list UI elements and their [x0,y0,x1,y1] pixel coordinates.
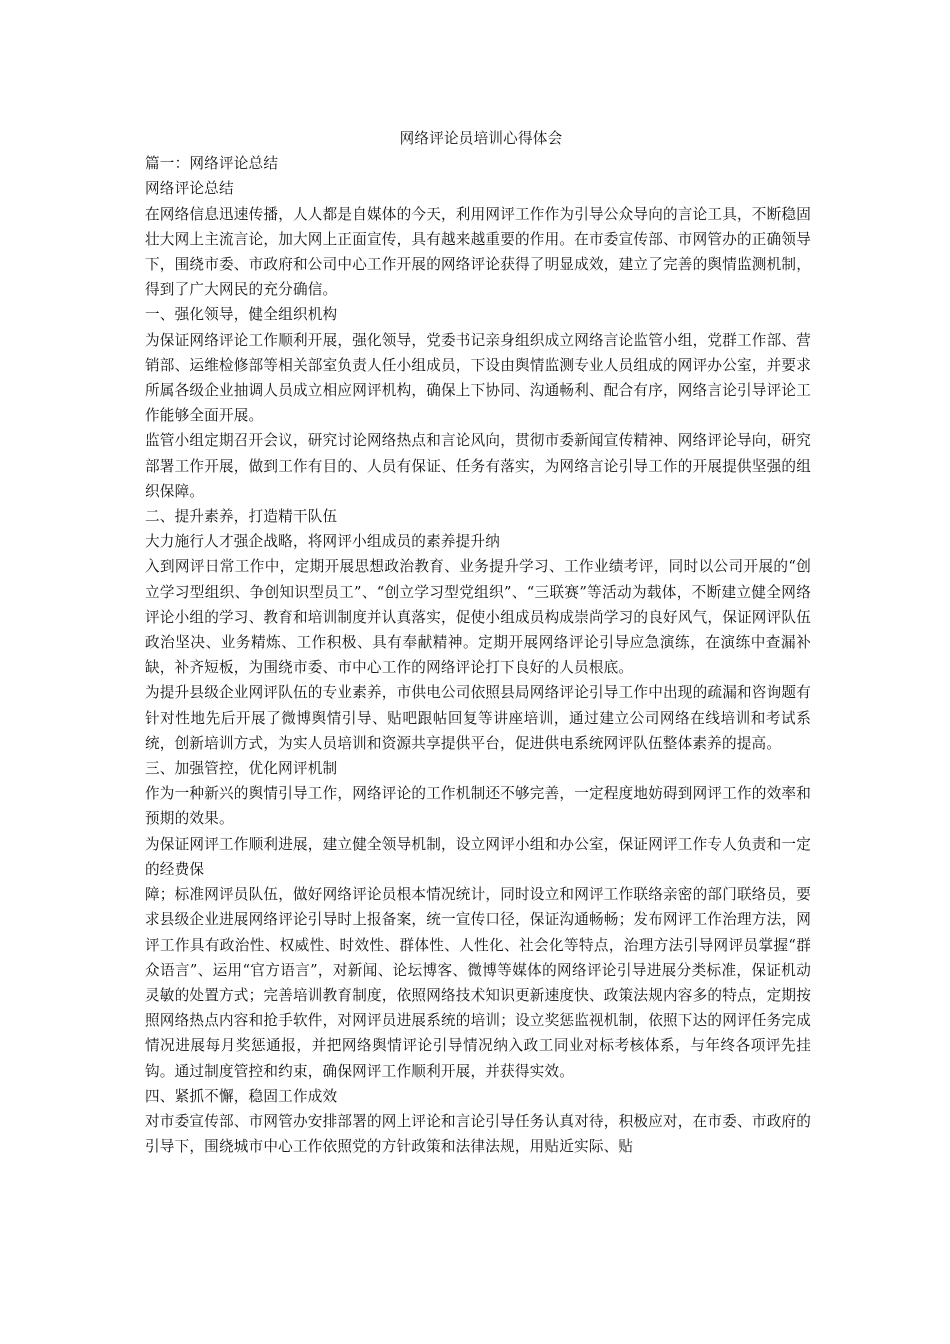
paragraph-talent-lead: 大力施行人才强企战略，将网评小组成员的素养提升纳 [145,533,501,551]
paragraph-results: 对市委宣传部、市网管办安排部署的网上评论和言论引导任务认真对待，积极应对，在市委、市政府的引导下，围绕城市中心工作依照党的方针政策和法律法规，用贴近实际、贴 [145,1112,811,1156]
paragraph-county-training: 为提升县级企业网评队伍的专业素养，市供电公司依照县局网络评论引导工作中出现的疏漏和咨询题有针对性地先后开展了微博舆情引导、贴吧跟帖回复等讲座培训，通过建立公司网络在线培训和考试系统，创新培训方式，为实人员培训和资源共享提供平台，促进供电系统网评队伍整体素养的提高。 [145,684,811,752]
paragraph-talent-body: 入到网评日常工作中，定期开展思想政治教育、业务提升学习、工作业绩考评，同时以公司开展的“创立学习型组织、争创知识型员工”、“创立学习型党组织”、“三联赛”等活动为载体，不断建立健全网络评论小组的学习、教育和培训制度并认真落实，促使小组成员构成崇尚学习的良好风气，保证网评队伍政治坚决、业务精炼、工作积极、具有奉献精神。定期开展网络评论引导应急演练，在演练中查漏补缺，补齐短板，为围绕市委、市中心工作的网络评论打下良好的人员根底。 [145,558,811,677]
document-body [145,126,811,1159]
section-heading-part-one: 篇一：网络评论总结 [145,155,279,173]
document-title: 网络评论员培训心得体会 [399,130,563,147]
paragraph-guarantee-lead: 为保证网评工作顺利进展，建立健全领导机制，设立网评小组和办公室，保证网评工作专人负责和一定的经费保 [145,835,811,878]
heading-1: 一、强化领导，健全组织机构 [145,306,338,324]
heading-2: 二、提升素养，打造精干队伍 [145,508,338,526]
heading-4: 四、紧抓不懈，稳固工作成效 [145,1087,338,1105]
paragraph-supervision: 监管小组定期召开会议，研究讨论网络热点和言论风向，贯彻市委新闻宣传精神、网络评论导向，研究部署工作开展，做到工作有目的、人员有保证、任务有落实，为网络言论引导工作的开展提供坚强的组织保障。 [145,432,811,500]
paragraph-leadership: 为保证网络评论工作顺利开展，强化领导，党委书记亲身组织成立网络言论监管小组，党群工作部、营销部、运维检修部等相关部室负责人任小组成员，下设由舆情监测专业人员组成的网评办公室，并要求所属各级企业抽调人员成立相应网评机构，确保上下协同、沟通畅利、配合有序，网络言论引导评论工作能够全面开展。 [145,331,811,425]
section-subheading: 网络评论总结 [145,180,234,198]
paragraph-intro: 在网络信息迅速传播，人人都是自媒体的今天，利用网评工作作为引导公众导向的言论工具，不断稳固壮大网上主流言论，加大网上正面宣传，具有越来越重要的作用。在市委宣传部、市网管办的正确领导下，围绕市委、市政府和公司中心工作开展的网络评论获得了明显成效，建立了完善的舆情监测机制，得到了广大网民的充分确信。 [145,205,811,299]
paragraph-mechanism-intro: 作为一种新兴的舆情引导工作，网络评论的工作机制还不够完善，一定程度地妨碍到网评工作的效率和预期的效果。 [145,785,811,828]
heading-3: 三、加强管控，优化网评机制 [145,760,338,778]
paragraph-guarantee-body: 障；标准网评员队伍，做好网络评论员根本情况统计，同时设立和网评工作联络亲密的部门联络员，要求县级企业进展网络评论引导时上报备案，统一宣传口径，保证沟通畅畅；发布网评工作治理方法，网评工作具有政治性、权威性、时效性、群体性、人性化、社会化等特点，治理方法引导网评员掌握“群众语言”、运用“官方语言”，对新闻、论坛博客、微博等媒体的网络评论引导进展分类标准，保证机动灵敏的处置方式；完善培训教育制度，依照网络技术知识更新速度快、政策法规内容多的特点，定期按照网络热点内容和抢手软件，对网评员进展系统的培训；设立奖惩监视机制，依照下达的网评任务完成情况进展每月奖惩通报，并把网络舆情评论引导情况纳入政工同业对标考核体系，与年终各项评先挂钩。通过制度管控和约束，确保网评工作顺利开展，并获得实效。 [145,886,811,1080]
